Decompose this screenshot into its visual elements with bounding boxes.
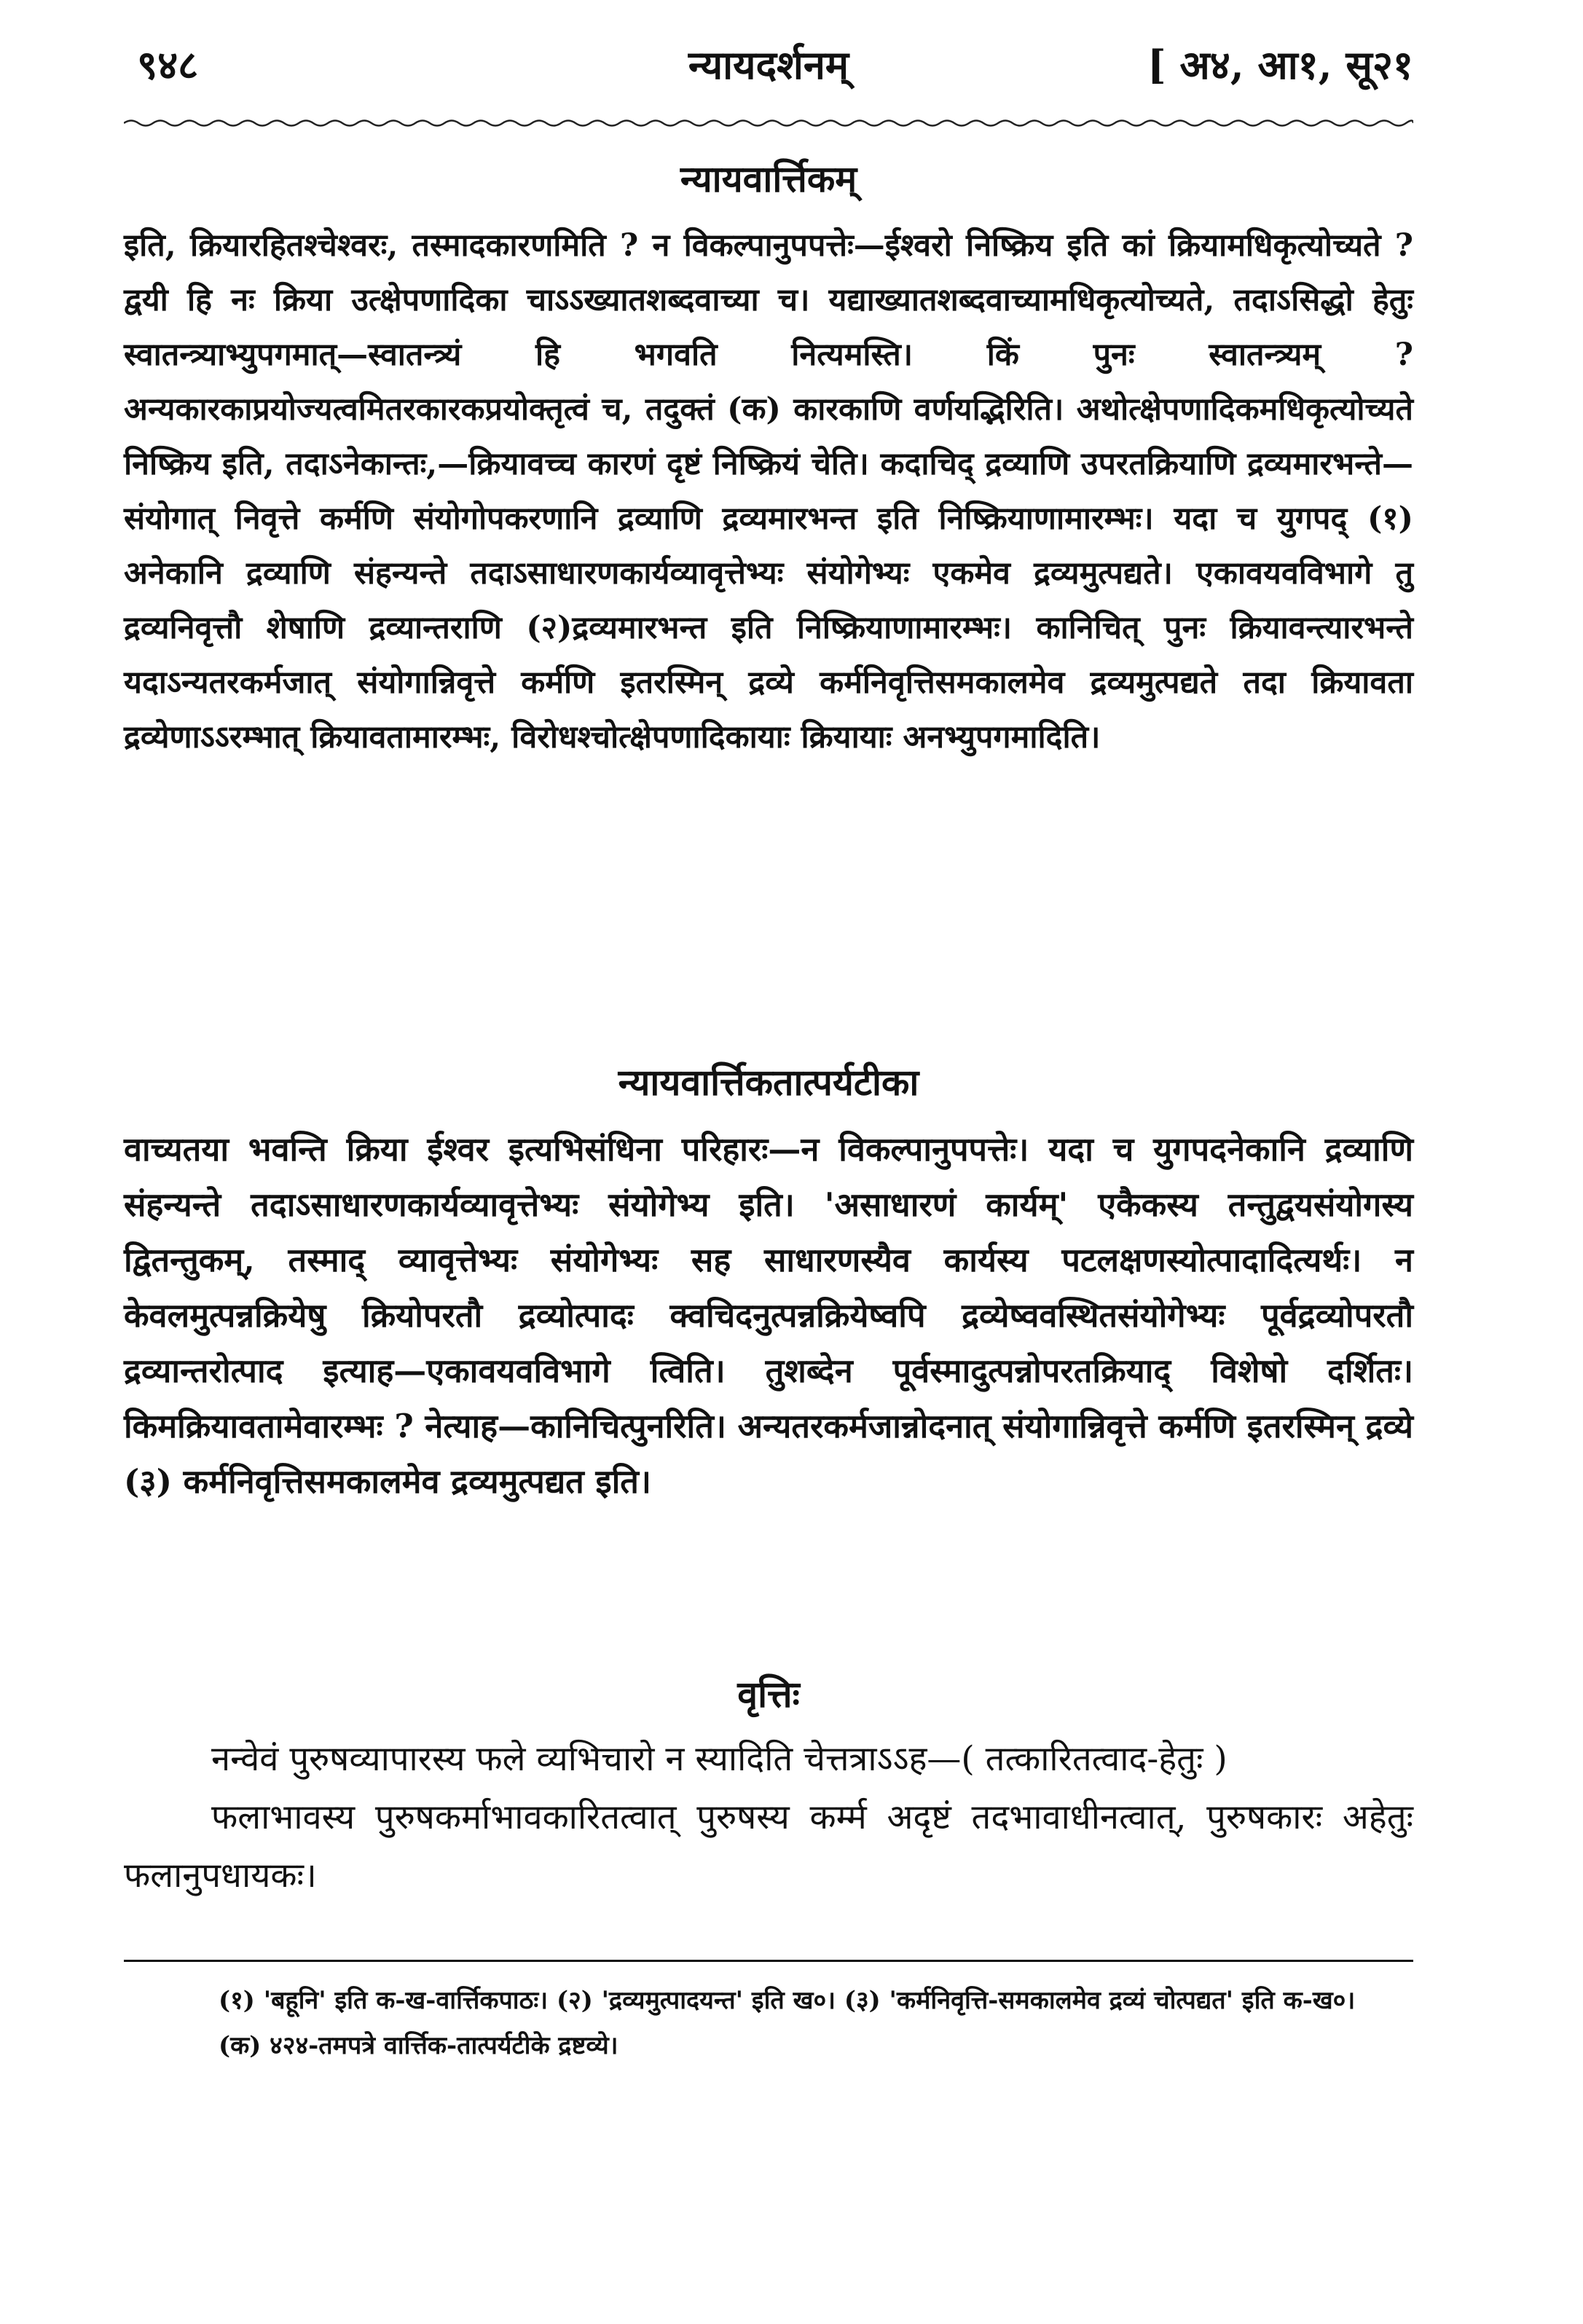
footnote-variants: (१) 'बहूनि' इति क-ख-वार्त्तिकपाठः। (२) 'द्रव्यमुत्पादयन्त' इति ख०। (३) 'कर्मनिवृत्ति-समकालमेव द्रव्यं चोत्पद्यत' इति क-ख०। — [219, 1986, 1356, 2015]
vritti-section — [124, 1730, 1413, 1905]
footnotes — [124, 1978, 1413, 2068]
vritti-paragraph-1: नन्वेवं पुरुषव्यापारस्य फले व्यभिचारो न स्यादिति चेत्तत्राऽऽह—( तत्कारितत्वाद-हेतुः ) — [211, 1739, 1227, 1779]
footnote-reference: (क) ४२४-तमपत्रे वार्त्तिक-तात्पर्यटीके द्रष्टव्ये। — [219, 2031, 618, 2060]
heading-vritti: वृत्तिः — [737, 1673, 800, 1716]
page-number: ९४८ — [137, 42, 199, 88]
wavy-header-rule — [124, 118, 1413, 128]
heading-tika: न्यायवार्त्तिकतात्पर्यटीका — [618, 1061, 919, 1104]
book-title: न्यायदर्शनम् — [688, 42, 849, 88]
section-reference: [ अ४, आ१, सू२१ — [1147, 42, 1413, 88]
vartika-paragraph: इति, क्रियारहितश्चेश्वरः, तस्मादकारणमिति ? न विकल्पानुपपत्तेः—ईश्वरो निष्क्रिय इति कां क्रियामधिकृत्योच्यते ? द्वयी हि नः क्रिया उत्क्षेपणादिका चाऽऽख्यातशब्दवाच्या च। यद्याख्यातशब्दवाच्यामधिकृत्योच्यते, तदाऽसिद्धो हेतुः स्वातन्त्र्याभ्युपगमात्—स्वातन्त्र्यं हि भगवति नित्यमस्ति। किं पुनः स्वातन्त्र्यम् ? अन्यकारकाप्रयोज्यत्वमितरकारकप्रयोक्तृत्वं च, तदुक्तं (क) कारकाणि वर्णयद्भिरिति। अथोत्क्षेपणादिकमधिकृत्योच्यते निष्क्रिय इति, तदाऽनेकान्तः,—क्रियावच्च कारणं दृष्टं निष्क्रियं चेति। कदाचिद् द्रव्याणि उपरतक्रियाणि द्रव्यमारभन्ते—संयोगात् निवृत्ते कर्मणि संयोगोपकरणानि द्रव्याणि द्रव्यमारभन्त इति निष्क्रियाणामारम्भः। यदा च युगपद् (१) अनेकानि द्रव्याणि संहन्यन्ते तदाऽसाधारणकार्यव्यावृत्तेभ्यः संयोगेभ्यः एकमेव द्रव्यमुत्पद्यते। एकावयवविभागे तु द्रव्यनिवृत्तौ शेषाणि द्रव्यान्तराणि (२)द्रव्यमारभन्त इति निष्क्रियाणामारम्भः। कानिचित् पुनः क्रियावन्त्यारभन्ते यदाऽन्यतरकर्मजात् संयोगान्निवृत्ते कर्मणि इतरस्मिन् द्रव्ये कर्मनिवृत्तिसमकालमेव द्रव्यमुत्पद्यते तदा क्रियावता द्रव्येणाऽऽरम्भात् क्रियावतामारम्भः, विरोधश्चोत्क्षेपणादिकायाः क्रियायाः अनभ्युपगमादिति। — [124, 227, 1413, 755]
running-header — [124, 36, 1413, 102]
tika-paragraph: वाच्यतया भवन्ति क्रिया ईश्वर इत्यभिसंधिना परिहारः—न विकल्पानुपपत्तेः। यदा च युगपदनेकानि द्रव्याणि संहन्यन्ते तदाऽसाधारणकार्यव्यावृत्तेभ्यः संयोगेभ्य इति। 'असाधारणं कार्यम्' एकैकस्य तन्तुद्वयसंयोगस्य द्वितन्तुकम्, तस्माद् व्यावृत्तेभ्यः संयोगेभ्यः सह साधारणस्यैव कार्यस्य पटलक्षणस्योत्पादादित्यर्थः। न केवलमुत्पन्नक्रियेषु क्रियोपरतौ द्रव्योत्पादः क्वचिदनुत्पन्नक्रियेष्वपि द्रव्येष्ववस्थितसंयोगेभ्यः पूर्वद्रव्योपरतौ द्रव्यान्तरोत्पाद इत्याह—एकावयवविभागे त्विति। तुशब्देन पूर्वस्मादुत्पन्नोपरतक्रियाद् विशेषो दर्शितः। किमक्रियावतामेवारम्भः ? नेत्याह—कानिचित्पुनरिति। अन्यतरकर्मजान्नोदनात् संयोगान्निवृत्ते कर्मणि इतरस्मिन् द्रव्ये (३) कर्मनिवृत्तिसमकालमेव द्रव्यमुत्पद्यत इति। — [124, 1130, 1413, 1501]
vritti-paragraph-2: फलाभावस्य पुरुषकर्माभावकारितत्वात् पुरुषस्य कर्म्म अदृष्टं तदभावाधीनत्वात्, पुरुषकारः अहेतुः फलानुपधायकः। — [124, 1797, 1413, 1896]
footnote-rule — [124, 1960, 1413, 1962]
heading-vartika: न्यायवार्त्तिकम् — [680, 157, 857, 200]
